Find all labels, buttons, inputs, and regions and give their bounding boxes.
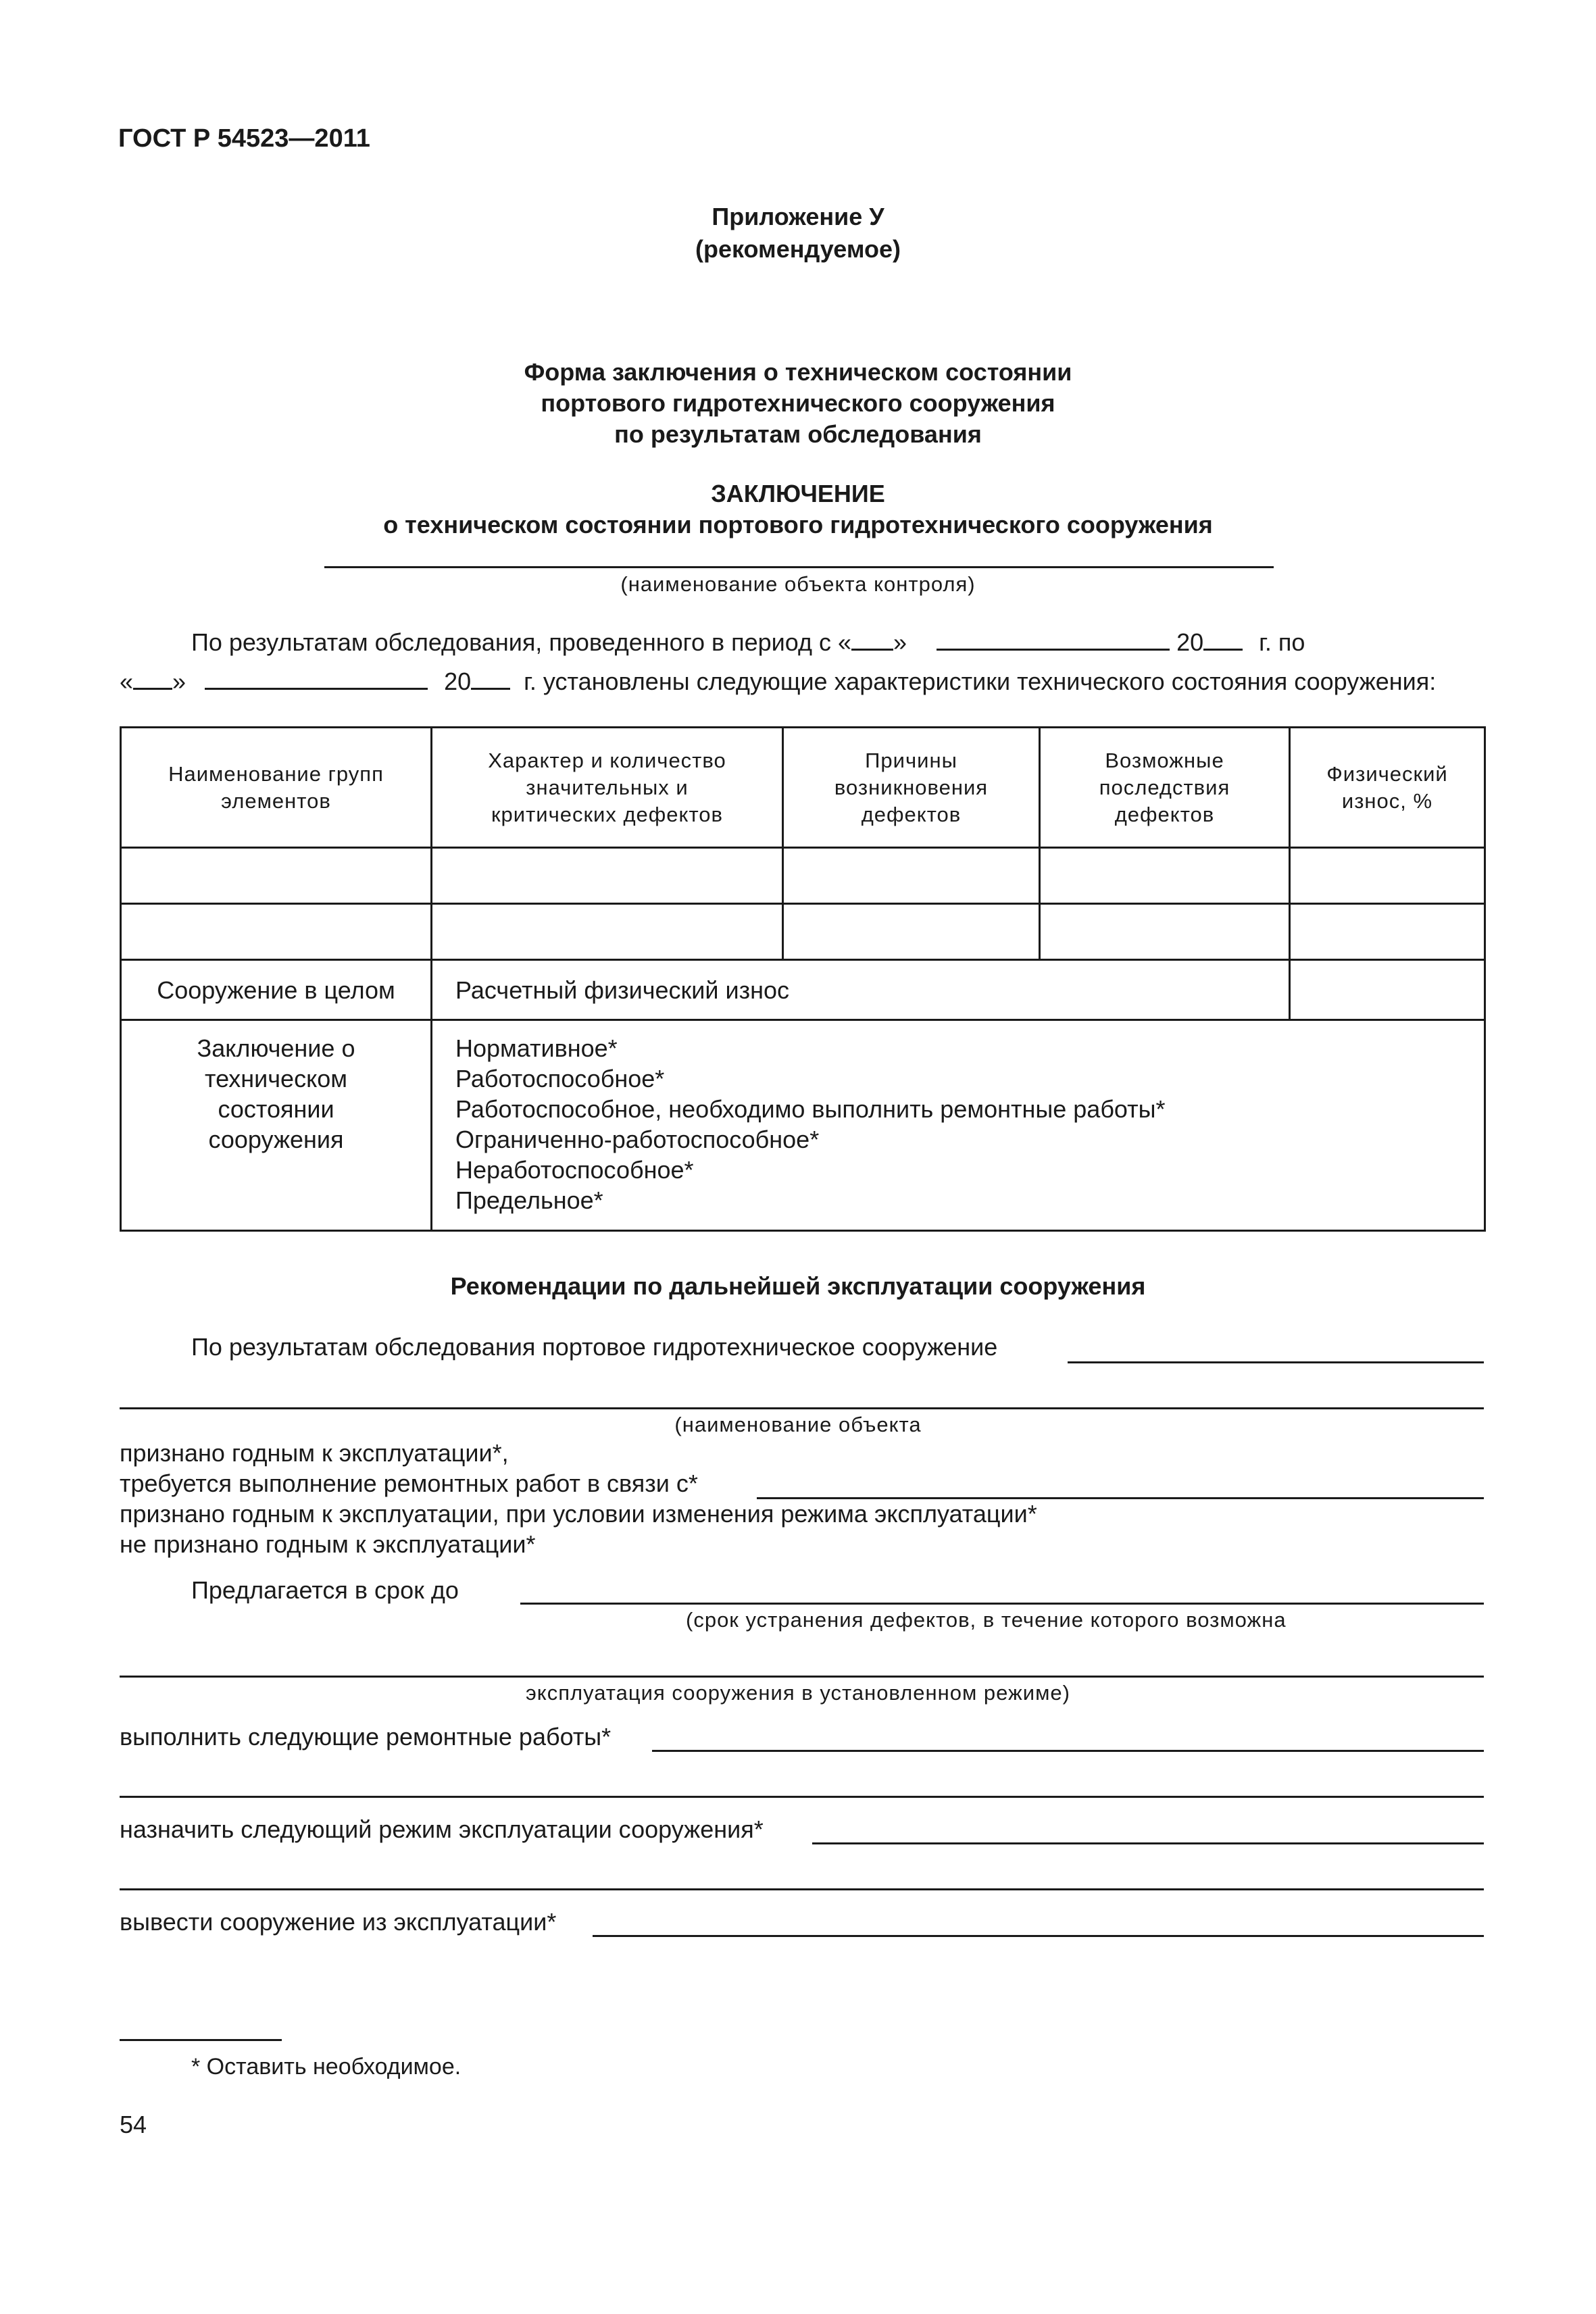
operation-mode-field[interactable] bbox=[812, 1842, 1484, 1844]
header-causes: Причины возникновения дефектов bbox=[783, 728, 1040, 848]
end-year-field[interactable] bbox=[471, 668, 510, 690]
survey-text: « bbox=[120, 668, 134, 695]
conclusion-subtitle: о техническом состоянии портового гидротехнического сооружения bbox=[383, 511, 1213, 538]
survey-text: » bbox=[172, 668, 186, 695]
survey-period-line-1 bbox=[191, 628, 1305, 657]
header-wear: Физический износ, % bbox=[1290, 728, 1485, 848]
survey-text: 20 bbox=[1176, 628, 1204, 656]
operation-mode-label: назначить следующий режим эксплуатации сооружения* bbox=[120, 1815, 764, 1843]
repair-works-field-line[interactable] bbox=[120, 1796, 1484, 1798]
survey-text: » bbox=[893, 628, 907, 656]
state-option[interactable]: Ограниченно-работоспособное* bbox=[455, 1126, 820, 1153]
table-row bbox=[121, 848, 1485, 904]
document-standard-code: ГОСТ Р 54523—2011 bbox=[118, 124, 370, 153]
end-month-field[interactable] bbox=[205, 668, 428, 690]
state-option[interactable]: Работоспособное* bbox=[455, 1065, 665, 1092]
recommendations-title: Рекомендации по дальнейшей эксплуатации сооружения bbox=[450, 1272, 1146, 1300]
appendix-subtitle: (рекомендуемое) bbox=[695, 235, 901, 263]
table-cell-input[interactable] bbox=[432, 848, 783, 904]
table-header-row bbox=[121, 728, 1485, 848]
form-title-line-2: портового гидротехнического сооружения bbox=[541, 389, 1055, 417]
proposed-term-label: Предлагается в срок до bbox=[191, 1576, 459, 1604]
appendix-title: Приложение У bbox=[712, 203, 884, 230]
footnote-divider bbox=[120, 2039, 282, 2041]
conclusion-title: ЗАКЛЮЧЕНИЕ bbox=[711, 480, 885, 507]
object-name-field[interactable] bbox=[324, 566, 1274, 568]
end-day-field[interactable] bbox=[133, 668, 172, 690]
table-cell-input[interactable] bbox=[783, 848, 1040, 904]
technical-state-label: Заключение о техническом состоянии сооружения bbox=[121, 1020, 432, 1231]
start-year-field[interactable] bbox=[1203, 628, 1243, 651]
structure-overall-row bbox=[121, 960, 1485, 1020]
option-not-fit[interactable]: не признано годным к эксплуатации* bbox=[120, 1530, 536, 1558]
option-fit-with-mode-change[interactable]: признано годным к эксплуатации, при условии изменения режима эксплуатации* bbox=[120, 1500, 1037, 1528]
object-name-caption: (наименование объекта контроля) bbox=[620, 572, 976, 596]
repair-reason-field[interactable] bbox=[757, 1497, 1484, 1499]
table-cell-input[interactable] bbox=[1290, 848, 1485, 904]
calculated-wear-input[interactable] bbox=[1290, 960, 1485, 1020]
state-option[interactable]: Неработоспособное* bbox=[455, 1156, 694, 1184]
term-caption-2: эксплуатация сооружения в установленном режиме) bbox=[525, 1681, 1070, 1705]
recommendations-intro: По результатам обследования портовое гидротехническое сооружение bbox=[191, 1333, 998, 1361]
decommission-field[interactable] bbox=[593, 1935, 1484, 1937]
survey-text: По результатам обследования, проведенного в период с « bbox=[191, 628, 852, 656]
calculated-wear-label: Расчетный физический износ bbox=[432, 960, 1290, 1020]
state-option[interactable]: Нормативное* bbox=[455, 1034, 618, 1062]
page-number: 54 bbox=[120, 2111, 147, 2138]
table-cell-input[interactable] bbox=[1290, 904, 1485, 960]
survey-text: 20 bbox=[444, 668, 472, 695]
table-cell-input[interactable] bbox=[121, 904, 432, 960]
object-name-field-line[interactable] bbox=[120, 1407, 1484, 1409]
table-cell-input[interactable] bbox=[1040, 904, 1290, 960]
table-cell-input[interactable] bbox=[121, 848, 432, 904]
table-cell-input[interactable] bbox=[432, 904, 783, 960]
start-day-field[interactable] bbox=[851, 628, 893, 651]
survey-period-line-2 bbox=[120, 668, 1436, 696]
option-repair-needed[interactable]: требуется выполнение ремонтных работ в связи с* bbox=[120, 1469, 698, 1497]
structure-overall-label: Сооружение в целом bbox=[121, 960, 432, 1020]
proposed-term-field-line[interactable] bbox=[120, 1676, 1484, 1678]
operation-mode-field-line[interactable] bbox=[120, 1888, 1484, 1890]
option-fit[interactable]: признано годным к эксплуатации*, bbox=[120, 1439, 509, 1467]
proposed-term-field[interactable] bbox=[520, 1603, 1484, 1605]
state-option[interactable]: Работоспособное, необходимо выполнить ремонтные работы* bbox=[455, 1095, 1166, 1123]
technical-state-row bbox=[121, 1020, 1485, 1231]
repair-works-label: выполнить следующие ремонтные работы* bbox=[120, 1723, 612, 1751]
table-cell-input[interactable] bbox=[1040, 848, 1290, 904]
form-title-line-1: Форма заключения о техническом состоянии bbox=[524, 358, 1072, 386]
footnote: * Оставить необходимое. bbox=[191, 2054, 462, 2080]
object-name-caption: (наименование объекта bbox=[674, 1413, 922, 1436]
state-option[interactable]: Предельное* bbox=[455, 1186, 603, 1214]
object-name-field-inline[interactable] bbox=[1068, 1361, 1484, 1363]
decommission-label: вывести сооружение из эксплуатации* bbox=[120, 1908, 557, 1936]
table-row bbox=[121, 904, 1485, 960]
term-caption-1: (срок устранения дефектов, в течение которого возможна bbox=[686, 1608, 1287, 1632]
table-cell-input[interactable] bbox=[783, 904, 1040, 960]
header-consequences: Возможные последствия дефектов bbox=[1040, 728, 1290, 848]
header-defects: Характер и количество значительных и критических дефектов bbox=[432, 728, 783, 848]
start-month-field[interactable] bbox=[937, 628, 1170, 651]
header-element-groups: Наименование групп элементов bbox=[121, 728, 432, 848]
survey-text: г. установлены следующие характеристики технического состояния сооружения: bbox=[524, 668, 1437, 695]
inspection-table bbox=[120, 726, 1486, 1232]
repair-works-field[interactable] bbox=[652, 1750, 1484, 1752]
survey-text: г. по bbox=[1259, 628, 1305, 656]
form-title-line-3: по результатам обследования bbox=[614, 420, 982, 448]
technical-state-options[interactable] bbox=[432, 1020, 1485, 1231]
